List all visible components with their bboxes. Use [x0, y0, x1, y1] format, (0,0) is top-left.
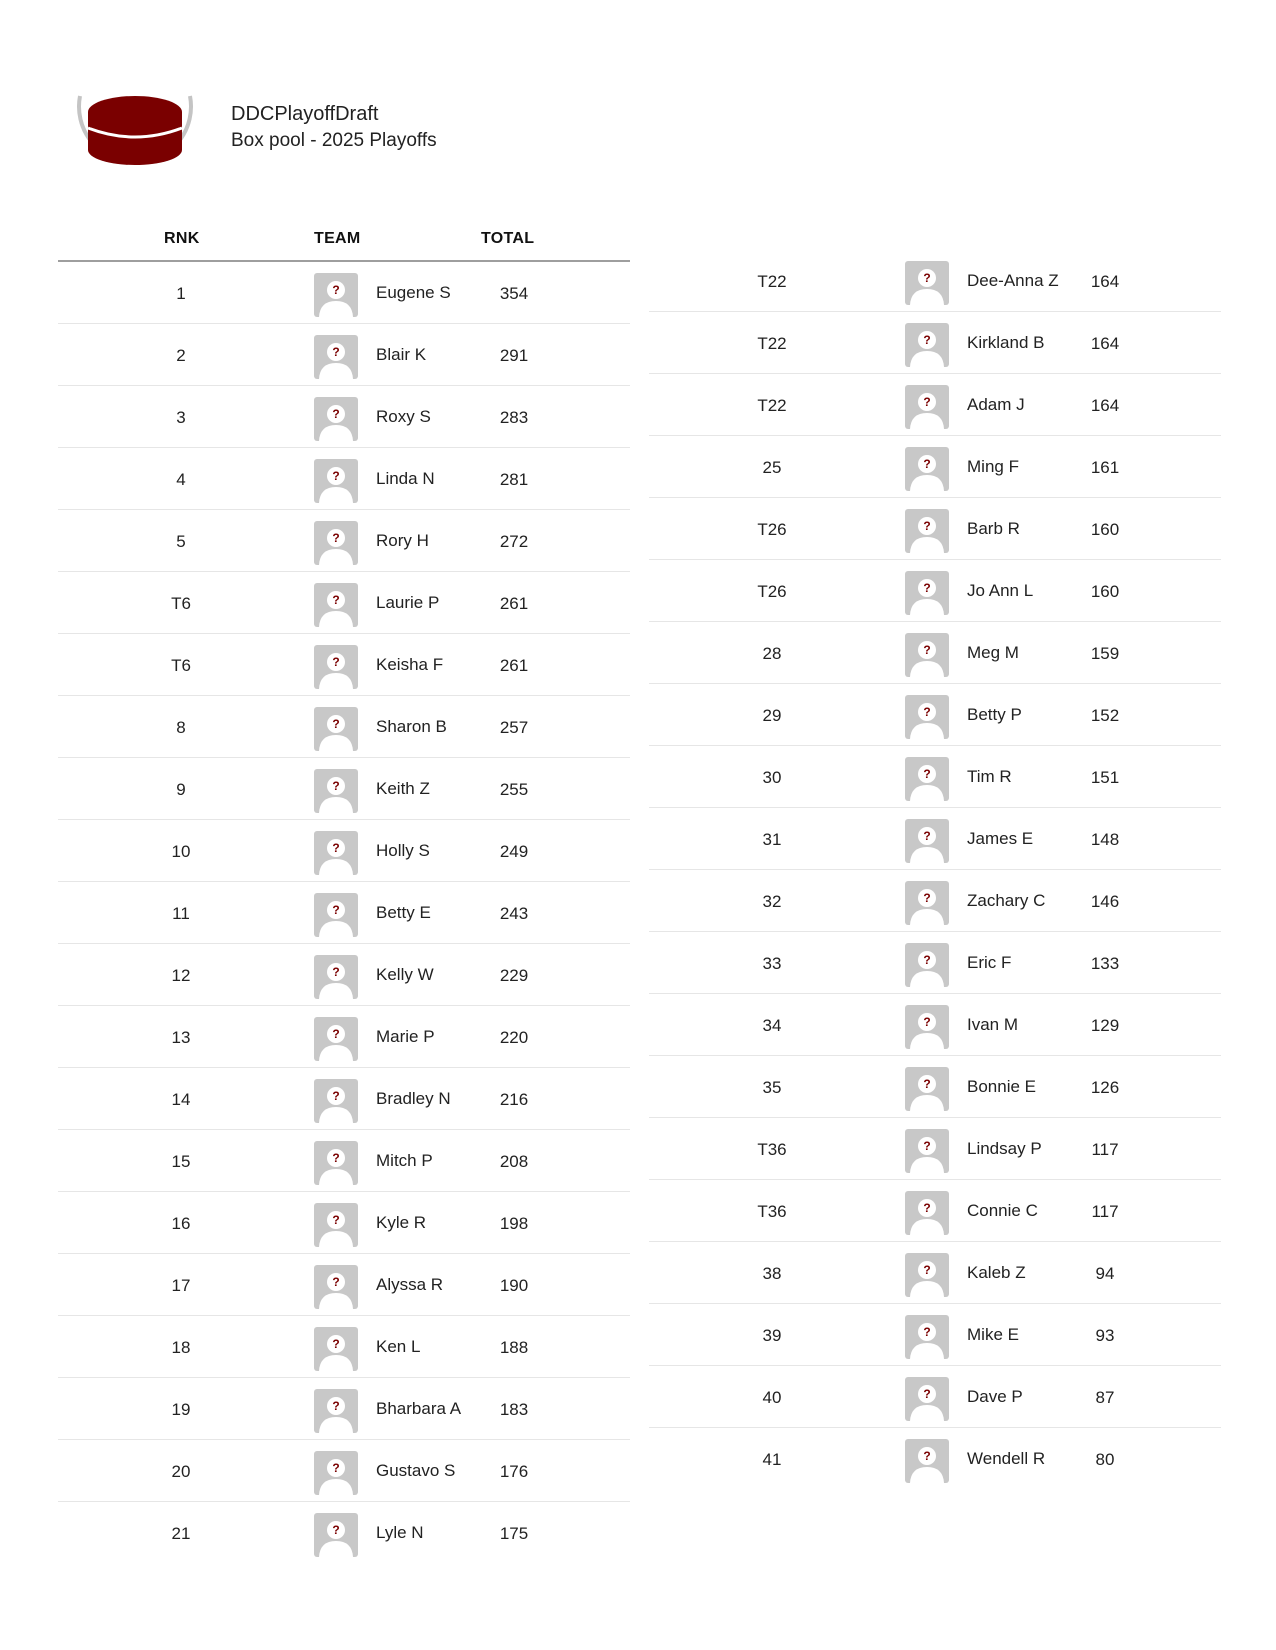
- team-name-cell: Tim R: [967, 767, 1012, 786]
- total-cell: 161: [1090, 458, 1120, 477]
- table-row: [649, 932, 1221, 994]
- table-row: [649, 436, 1221, 498]
- unknown-user-avatar-icon: [314, 1389, 358, 1433]
- total-cell: 164: [1090, 272, 1120, 291]
- rank-cell: 10: [171, 842, 191, 861]
- svg-text:?: ?: [332, 1089, 340, 1103]
- total-cell: 283: [499, 408, 529, 427]
- team-name-cell: Ming F: [967, 457, 1019, 476]
- rank-cell: T22: [757, 396, 787, 415]
- svg-text:?: ?: [923, 767, 931, 781]
- total-column-header: TOTAL: [481, 230, 535, 247]
- table-row: [649, 1118, 1221, 1180]
- rank-cell: 14: [171, 1090, 191, 1109]
- table-row: [58, 1068, 630, 1130]
- rank-cell: T26: [757, 520, 787, 539]
- rank-cell: 21: [171, 1524, 191, 1543]
- unknown-user-avatar-icon: [314, 769, 358, 813]
- svg-text:?: ?: [332, 903, 340, 917]
- table-row: [649, 684, 1221, 746]
- team-name-cell: Dave P: [967, 1387, 1023, 1406]
- rank-cell: 29: [762, 706, 782, 725]
- rank-cell: 13: [171, 1028, 191, 1047]
- table-row: [649, 374, 1221, 436]
- svg-text:?: ?: [923, 1015, 931, 1029]
- unknown-user-avatar-icon: [905, 1067, 949, 1111]
- total-cell: 160: [1090, 582, 1120, 601]
- table-row: [649, 994, 1221, 1056]
- rank-cell: 40: [762, 1388, 782, 1407]
- team-name-cell: Keith Z: [376, 779, 430, 798]
- rank-cell: T6: [171, 594, 191, 613]
- table-row: [649, 1242, 1221, 1304]
- svg-text:?: ?: [923, 643, 931, 657]
- rank-cell: 2: [176, 346, 186, 365]
- unknown-user-avatar-icon: [314, 1327, 358, 1371]
- team-name-cell: Mitch P: [376, 1151, 433, 1170]
- team-name-cell: Betty E: [376, 903, 431, 922]
- unknown-user-avatar-icon: [905, 509, 949, 553]
- unknown-user-avatar-icon: [905, 385, 949, 429]
- total-cell: 93: [1095, 1326, 1115, 1345]
- unknown-user-avatar-icon: [314, 1265, 358, 1309]
- svg-text:?: ?: [923, 1077, 931, 1091]
- team-name-cell: Ken L: [376, 1337, 421, 1356]
- unknown-user-avatar-icon: [314, 1203, 358, 1247]
- svg-text:?: ?: [923, 581, 931, 595]
- team-name-cell: Lindsay P: [967, 1139, 1042, 1158]
- table-row: [58, 572, 630, 634]
- table-row: [58, 324, 630, 386]
- rank-cell: 12: [171, 966, 191, 985]
- svg-text:?: ?: [332, 1399, 340, 1413]
- team-name-cell: Roxy S: [376, 407, 431, 426]
- table-row: [58, 882, 630, 944]
- team-name-cell: Kaleb Z: [967, 1263, 1026, 1282]
- total-cell: 281: [499, 470, 529, 489]
- rank-cell: 31: [762, 830, 782, 849]
- team-name-cell: Rory H: [376, 531, 429, 550]
- table-row: [58, 696, 630, 758]
- table-row: [58, 1502, 630, 1564]
- unknown-user-avatar-icon: [314, 397, 358, 441]
- team-name-cell: Wendell R: [967, 1449, 1046, 1468]
- svg-text:?: ?: [332, 1275, 340, 1289]
- table-row: [58, 1130, 630, 1192]
- svg-text:?: ?: [923, 1387, 931, 1401]
- svg-text:?: ?: [332, 841, 340, 855]
- svg-text:?: ?: [923, 953, 931, 967]
- unknown-user-avatar-icon: [905, 1253, 949, 1297]
- team-name-cell: Keisha F: [376, 655, 444, 674]
- unknown-user-avatar-icon: [314, 645, 358, 689]
- rank-cell: 39: [762, 1326, 782, 1345]
- total-cell: 198: [499, 1214, 529, 1233]
- unknown-user-avatar-icon: [905, 695, 949, 739]
- unknown-user-avatar-icon: [314, 1017, 358, 1061]
- total-cell: 164: [1090, 396, 1120, 415]
- table-row: [58, 634, 630, 696]
- table-row: [649, 1056, 1221, 1118]
- team-name-cell: Barb R: [967, 519, 1020, 538]
- svg-text:?: ?: [332, 283, 340, 297]
- team-name-cell: Lyle N: [376, 1523, 424, 1542]
- unknown-user-avatar-icon: [905, 323, 949, 367]
- total-cell: 208: [499, 1152, 529, 1171]
- rank-cell: T36: [757, 1202, 787, 1221]
- unknown-user-avatar-icon: [905, 1439, 949, 1483]
- team-name-cell: Connie C: [967, 1201, 1038, 1220]
- rank-cell: 3: [176, 408, 186, 427]
- team-name-cell: James E: [967, 829, 1034, 848]
- rank-cell: 41: [762, 1450, 782, 1469]
- team-name-cell: Marie P: [376, 1027, 435, 1046]
- total-cell: 261: [499, 656, 529, 675]
- total-cell: 261: [499, 594, 529, 613]
- table-row: [58, 448, 630, 510]
- unknown-user-avatar-icon: [905, 1005, 949, 1049]
- rank-cell: 30: [762, 768, 782, 787]
- rank-cell: 15: [171, 1152, 191, 1171]
- table-row: [649, 808, 1221, 870]
- svg-text:?: ?: [923, 891, 931, 905]
- unknown-user-avatar-icon: [905, 1315, 949, 1359]
- unknown-user-avatar-icon: [314, 273, 358, 317]
- rank-cell: 18: [171, 1338, 191, 1357]
- unknown-user-avatar-icon: [314, 1079, 358, 1123]
- team-name-cell: Jo Ann L: [967, 581, 1034, 600]
- svg-text:?: ?: [923, 1449, 931, 1463]
- total-cell: 183: [499, 1400, 529, 1419]
- total-cell: 220: [499, 1028, 529, 1047]
- svg-text:?: ?: [332, 1213, 340, 1227]
- table-row: [58, 1440, 630, 1502]
- rank-cell: 8: [176, 718, 186, 737]
- total-cell: 249: [499, 842, 529, 861]
- total-cell: 151: [1090, 768, 1120, 787]
- svg-text:?: ?: [923, 1201, 931, 1215]
- unknown-user-avatar-icon: [905, 943, 949, 987]
- unknown-user-avatar-icon: [314, 1141, 358, 1185]
- rank-cell: T36: [757, 1140, 787, 1159]
- total-cell: 291: [499, 346, 529, 365]
- svg-text:?: ?: [332, 1461, 340, 1475]
- table-row: [58, 820, 630, 882]
- table-header: [58, 226, 630, 262]
- team-name-cell: Bonnie E: [967, 1077, 1036, 1096]
- total-cell: 216: [499, 1090, 529, 1109]
- total-cell: 257: [499, 718, 529, 737]
- svg-text:?: ?: [332, 345, 340, 359]
- svg-text:?: ?: [332, 717, 340, 731]
- team-name-cell: Bharbara A: [376, 1399, 462, 1418]
- table-row: [649, 312, 1221, 374]
- svg-text:?: ?: [923, 519, 931, 533]
- unknown-user-avatar-icon: [314, 521, 358, 565]
- team-name-cell: Ivan M: [967, 1015, 1019, 1034]
- svg-text:?: ?: [923, 829, 931, 843]
- total-cell: 126: [1090, 1078, 1120, 1097]
- total-cell: 152: [1090, 706, 1120, 725]
- total-cell: 148: [1090, 830, 1120, 849]
- rank-cell: 25: [762, 458, 782, 477]
- unknown-user-avatar-icon: [314, 831, 358, 875]
- table-row: [649, 1428, 1221, 1490]
- rank-cell: 1: [176, 284, 186, 303]
- rank-cell: 9: [176, 780, 186, 799]
- table-row: [58, 758, 630, 820]
- table-row: [649, 746, 1221, 808]
- hockey-puck-icon: [74, 88, 196, 196]
- svg-text:?: ?: [923, 705, 931, 719]
- total-cell: 272: [499, 532, 529, 551]
- svg-text:?: ?: [332, 655, 340, 669]
- team-name-cell: Meg M: [967, 643, 1019, 662]
- svg-text:?: ?: [332, 469, 340, 483]
- table-row: [649, 622, 1221, 684]
- table-row: [58, 1378, 630, 1440]
- total-cell: 129: [1090, 1016, 1120, 1035]
- team-name-cell: Alyssa R: [376, 1275, 444, 1294]
- total-cell: 190: [499, 1276, 529, 1295]
- unknown-user-avatar-icon: [905, 633, 949, 677]
- total-cell: 87: [1095, 1388, 1115, 1407]
- unknown-user-avatar-icon: [314, 459, 358, 503]
- team-name-cell: Laurie P: [376, 593, 440, 612]
- svg-text:?: ?: [332, 593, 340, 607]
- unknown-user-avatar-icon: [314, 893, 358, 937]
- rank-cell: 19: [171, 1400, 191, 1419]
- rank-cell: T22: [757, 272, 787, 291]
- svg-text:?: ?: [923, 333, 931, 347]
- team-name-cell: Kyle R: [376, 1213, 427, 1232]
- unknown-user-avatar-icon: [905, 819, 949, 863]
- page-title: DDCPlayoffDraft: [231, 103, 379, 125]
- unknown-user-avatar-icon: [314, 955, 358, 999]
- rank-cell: 20: [171, 1462, 191, 1481]
- rank-cell: 34: [762, 1016, 782, 1035]
- rank-cell: 35: [762, 1078, 782, 1097]
- svg-text:?: ?: [332, 1027, 340, 1041]
- team-name-cell: Mike E: [967, 1325, 1019, 1344]
- total-cell: 133: [1090, 954, 1120, 973]
- unknown-user-avatar-icon: [905, 261, 949, 305]
- table-row: [58, 262, 630, 324]
- total-cell: 80: [1095, 1450, 1115, 1469]
- svg-text:?: ?: [332, 965, 340, 979]
- rank-cell: 32: [762, 892, 782, 911]
- team-name-cell: Bradley N: [376, 1089, 451, 1108]
- standings-rows-left: [58, 262, 630, 1564]
- team-name-cell: Blair K: [376, 345, 427, 364]
- table-row: [58, 1006, 630, 1068]
- table-row: [58, 1316, 630, 1378]
- total-cell: 164: [1090, 334, 1120, 353]
- rank-cell: 33: [762, 954, 782, 973]
- total-cell: 160: [1090, 520, 1120, 539]
- standings-table-right: [649, 250, 1221, 1490]
- rank-column-header: RNK: [164, 230, 200, 247]
- team-name-cell: Sharon B: [376, 717, 447, 736]
- team-name-cell: Dee-Anna Z: [967, 271, 1059, 290]
- svg-text:?: ?: [923, 1263, 931, 1277]
- total-cell: 94: [1095, 1264, 1115, 1283]
- rank-cell: 17: [171, 1276, 191, 1295]
- team-name-cell: Gustavo S: [376, 1461, 456, 1480]
- team-name-cell: Kelly W: [376, 965, 434, 984]
- svg-text:?: ?: [332, 1337, 340, 1351]
- team-name-cell: Zachary C: [967, 891, 1046, 910]
- total-cell: 176: [499, 1462, 529, 1481]
- unknown-user-avatar-icon: [314, 1451, 358, 1495]
- unknown-user-avatar-icon: [905, 447, 949, 491]
- rank-cell: 16: [171, 1214, 191, 1233]
- total-cell: 146: [1090, 892, 1120, 911]
- svg-text:?: ?: [332, 407, 340, 421]
- total-cell: 354: [499, 284, 529, 303]
- standings-rows-right: [649, 250, 1221, 1490]
- table-row: [58, 1254, 630, 1316]
- table-row: [649, 1304, 1221, 1366]
- table-row: [58, 1192, 630, 1254]
- svg-text:?: ?: [332, 1523, 340, 1537]
- svg-text:?: ?: [332, 1151, 340, 1165]
- standings-table-left: [58, 226, 630, 1564]
- unknown-user-avatar-icon: [314, 335, 358, 379]
- team-name-cell: Kirkland B: [967, 333, 1045, 352]
- unknown-user-avatar-icon: [314, 1513, 358, 1557]
- total-cell: 175: [499, 1524, 529, 1543]
- unknown-user-avatar-icon: [905, 1191, 949, 1235]
- team-name-cell: Eugene S: [376, 283, 451, 302]
- rank-cell: 4: [176, 470, 186, 489]
- rank-cell: 11: [172, 904, 190, 923]
- rank-cell: 5: [176, 532, 186, 551]
- svg-text:?: ?: [923, 457, 931, 471]
- total-cell: 159: [1090, 644, 1120, 663]
- team-name-cell: Linda N: [376, 469, 435, 488]
- svg-text:?: ?: [923, 271, 931, 285]
- svg-text:?: ?: [923, 1139, 931, 1153]
- team-name-cell: Adam J: [967, 395, 1025, 414]
- table-row: [649, 870, 1221, 932]
- unknown-user-avatar-icon: [905, 757, 949, 801]
- total-cell: 117: [1091, 1140, 1119, 1159]
- rank-cell: 28: [762, 644, 782, 663]
- svg-text:?: ?: [923, 1325, 931, 1339]
- team-name-cell: Eric F: [967, 953, 1012, 972]
- unknown-user-avatar-icon: [314, 583, 358, 627]
- svg-text:?: ?: [332, 779, 340, 793]
- total-cell: 229: [499, 966, 529, 985]
- unknown-user-avatar-icon: [905, 571, 949, 615]
- unknown-user-avatar-icon: [905, 1129, 949, 1173]
- rank-cell: T6: [171, 656, 191, 675]
- table-row: [649, 1180, 1221, 1242]
- rank-cell: T26: [757, 582, 787, 601]
- table-row: [58, 510, 630, 572]
- total-cell: 255: [499, 780, 529, 799]
- total-cell: 188: [499, 1338, 529, 1357]
- table-row: [649, 498, 1221, 560]
- svg-text:?: ?: [332, 531, 340, 545]
- table-row: [649, 1366, 1221, 1428]
- unknown-user-avatar-icon: [905, 1377, 949, 1421]
- team-name-cell: Holly S: [376, 841, 430, 860]
- team-column-header: TEAM: [314, 230, 361, 247]
- table-row: [58, 944, 630, 1006]
- rank-cell: 38: [762, 1264, 782, 1283]
- team-name-cell: Betty P: [967, 705, 1022, 724]
- page-subtitle: Box pool - 2025 Playoffs: [231, 130, 437, 151]
- unknown-user-avatar-icon: [314, 707, 358, 751]
- table-row: [649, 560, 1221, 622]
- total-cell: 243: [499, 904, 529, 923]
- table-row: [58, 386, 630, 448]
- table-row: [649, 250, 1221, 312]
- rank-cell: T22: [757, 334, 787, 353]
- unknown-user-avatar-icon: [905, 881, 949, 925]
- total-cell: 117: [1091, 1202, 1119, 1221]
- svg-text:?: ?: [923, 395, 931, 409]
